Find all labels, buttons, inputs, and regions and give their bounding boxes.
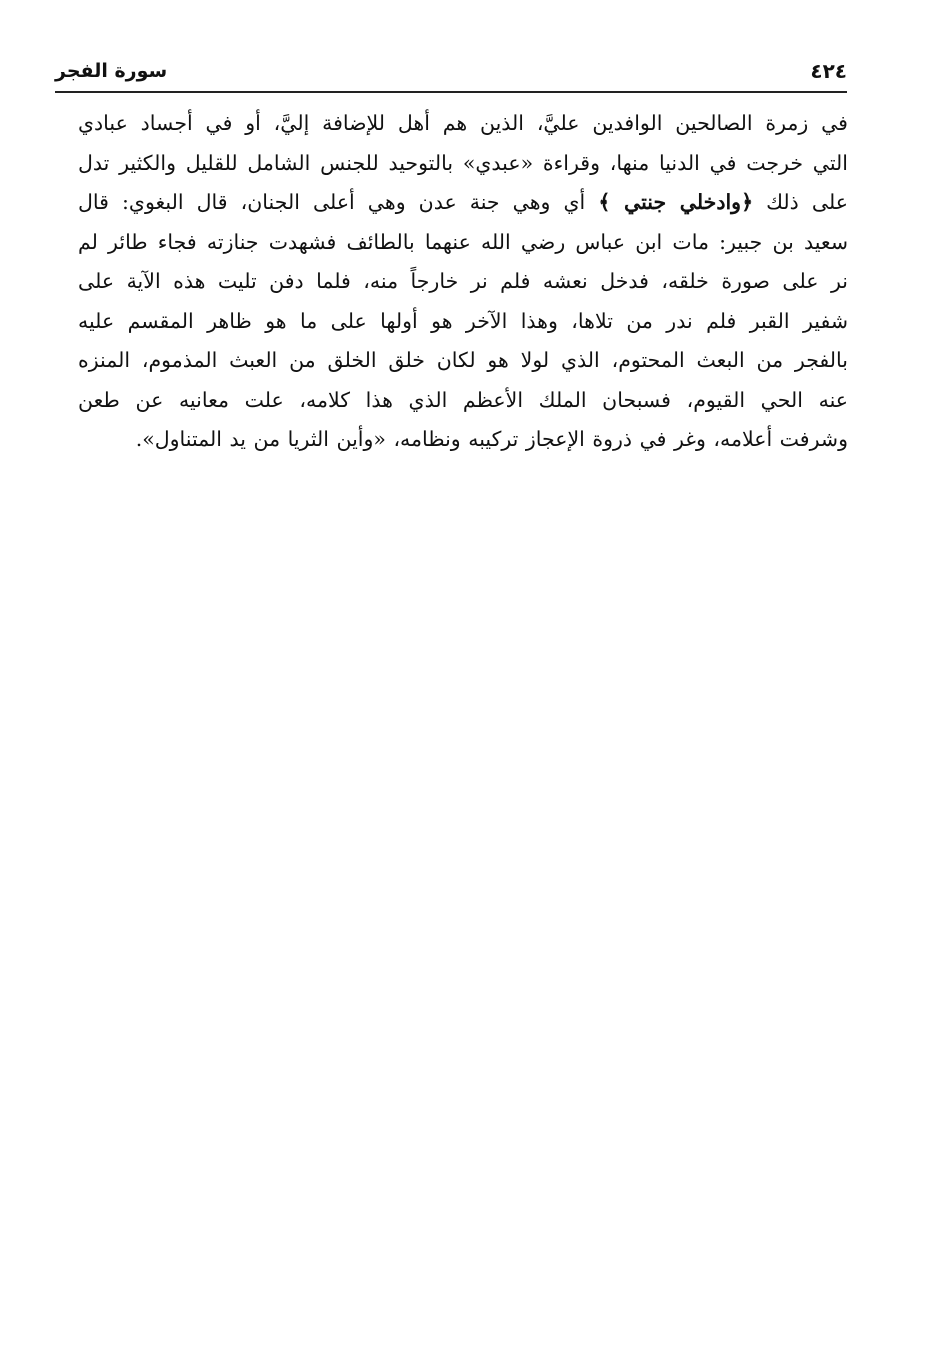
body-text [78, 104, 848, 460]
line-3-prefix: على ذلك [766, 190, 848, 214]
text-line-1: في زمرة الصالحين الوافدين عليَّ، الذين هم أهل للإضافة إليَّ، أو في أجساد عبادي [78, 111, 848, 135]
text-line-6: شفير القبر فلم ندر من تلاها، وهذا الآخر هو أولها على ما هو ظاهر المقسم عليه [78, 308, 848, 333]
page-header [55, 56, 847, 92]
quran-quote: ﴿وادخلي جنتي ﴾ [598, 190, 754, 214]
text-line-7: بالفجر من البعث المحتوم، الذي لولا هو لكان خلق الخلق من العبث المذموم، المنزه [78, 348, 848, 372]
text-line-3 [78, 183, 848, 223]
page-number: ٤٢٤ [810, 59, 847, 83]
text-line-4: سعيد بن جبير: مات ابن عباس رضي الله عنهما بالطائف فشهدت جنازته فجاء طائر لم [78, 229, 848, 254]
text-line-2: التي خرجت في الدنيا منها، وقراءة «عبدي» بالتوحيد للجنس الشامل للقليل والكثير تدل [78, 150, 848, 175]
text-line-5: نر على صورة خلقه، فدخل نعشه فلم نر خارجاً منه، فلما دفن تليت هذه الآية على [78, 269, 848, 293]
text-line-8: عنه الحي القيوم، فسبحان الملك الأعظم الذي هذا كلامه، علت معانيه عن طعن [78, 387, 848, 412]
header-divider [55, 91, 847, 93]
text-line-9: وشرفت أعلامه، وغر في ذروة الإعجاز تركيبه ونظامه، «وأين الثريا من يد المتناول». [135, 427, 848, 451]
line-3-rest: أي وهي جنة عدن وهي أعلى الجنان، قال البغوي: قال [78, 190, 586, 214]
surah-title: سورة الفجر [55, 60, 168, 82]
